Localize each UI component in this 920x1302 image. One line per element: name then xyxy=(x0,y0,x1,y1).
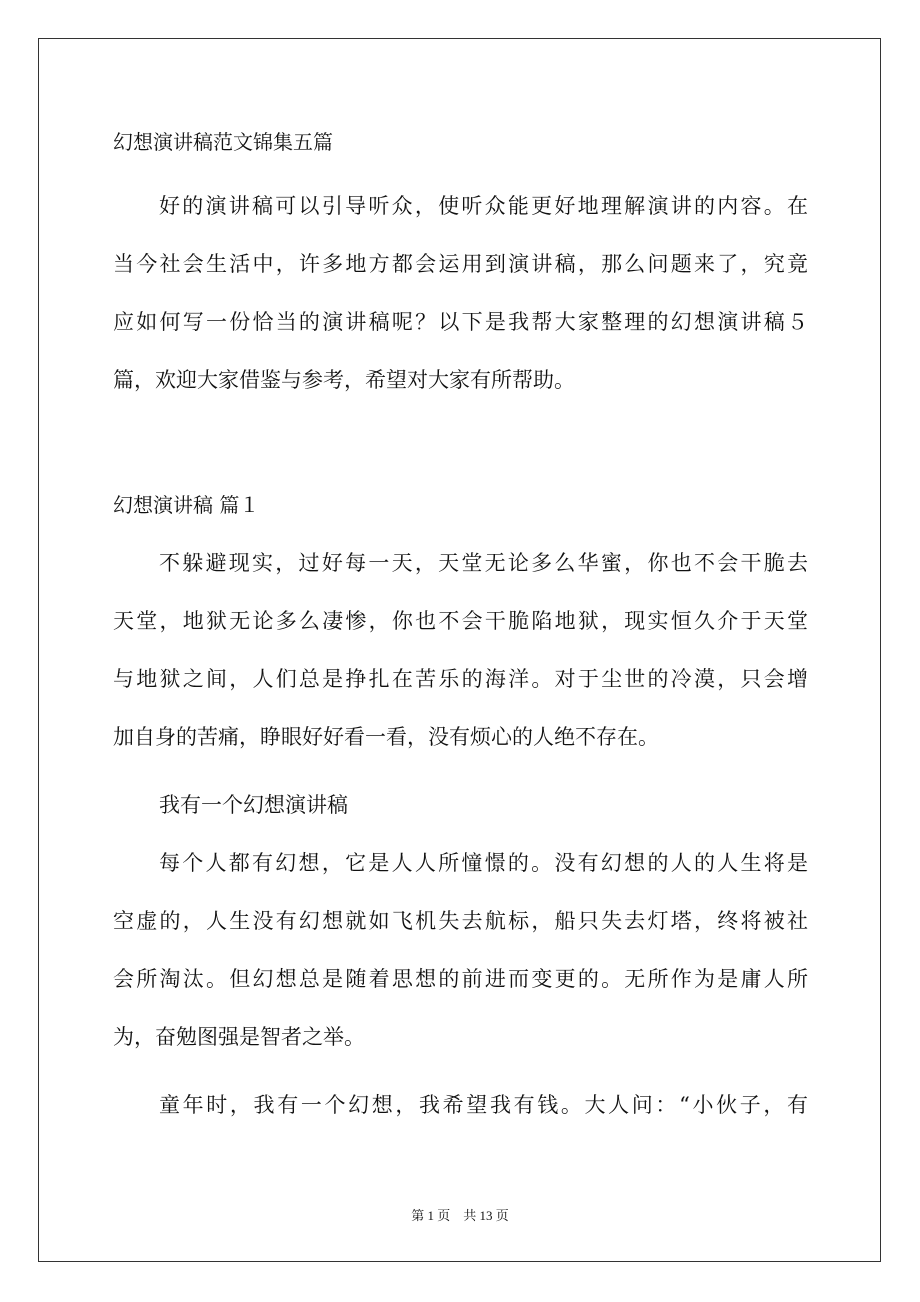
document-title: 幻想演讲稿范文锦集五篇 xyxy=(113,130,333,154)
text-line: 好的演讲稿可以引导听众，使听众能更好地理解演讲的内容。在 xyxy=(159,194,808,218)
intro-paragraph xyxy=(113,177,808,409)
document-body xyxy=(113,122,808,1134)
text-line: 篇，欢迎大家借鉴与参考，希望对大家有所帮助。 xyxy=(113,368,575,392)
text-line: 加自身的苦痛，睁眼好好看一看，没有烦心的人绝不存在。 xyxy=(113,725,659,749)
text-line: 会所淘汰。但幻想总是随着思想的前进而变更的。无所作为是庸人所 xyxy=(113,967,808,991)
text-line: 当今社会生活中，许多地方都会运用到演讲稿，那么问题来了，究竟 xyxy=(113,252,808,276)
text-line: 每个人都有幻想，它是人人所憧憬的。没有幻想的人的人生将是 xyxy=(159,851,808,875)
text-line: 童年时，我有一个幻想，我希望我有钱。大人问：“小伙子，有 xyxy=(159,1093,808,1117)
text-line: 为，奋勉图强是智者之举。 xyxy=(113,1025,365,1049)
paragraph-2 xyxy=(113,834,808,1066)
section-heading: 幻想演讲稿 篇１ xyxy=(113,493,260,517)
text-line: 不躲避现实，过好每一天，天堂无论多么华蜜，你也不会干脆去 xyxy=(159,551,808,575)
text-line: 天堂，地狱无论多么凄惨，你也不会干脆陷地狱，现实恒久介于天堂 xyxy=(113,609,808,633)
text-line: 应如何写一份恰当的演讲稿呢？以下是我帮大家整理的幻想演讲稿５ xyxy=(113,310,808,334)
paragraph-3 xyxy=(113,1076,808,1134)
paragraph-1 xyxy=(113,534,808,766)
page-number: 第 1 页 共 13 页 xyxy=(411,1208,509,1223)
text-line: 空虚的，人生没有幻想就如飞机失去航标，船只失去灯塔，终将被社 xyxy=(113,909,808,933)
subtitle: 我有一个幻想演讲稿 xyxy=(159,793,348,817)
text-line: 与地狱之间，人们总是挣扎在苦乐的海洋。对于尘世的冷漠，只会增 xyxy=(113,667,808,691)
